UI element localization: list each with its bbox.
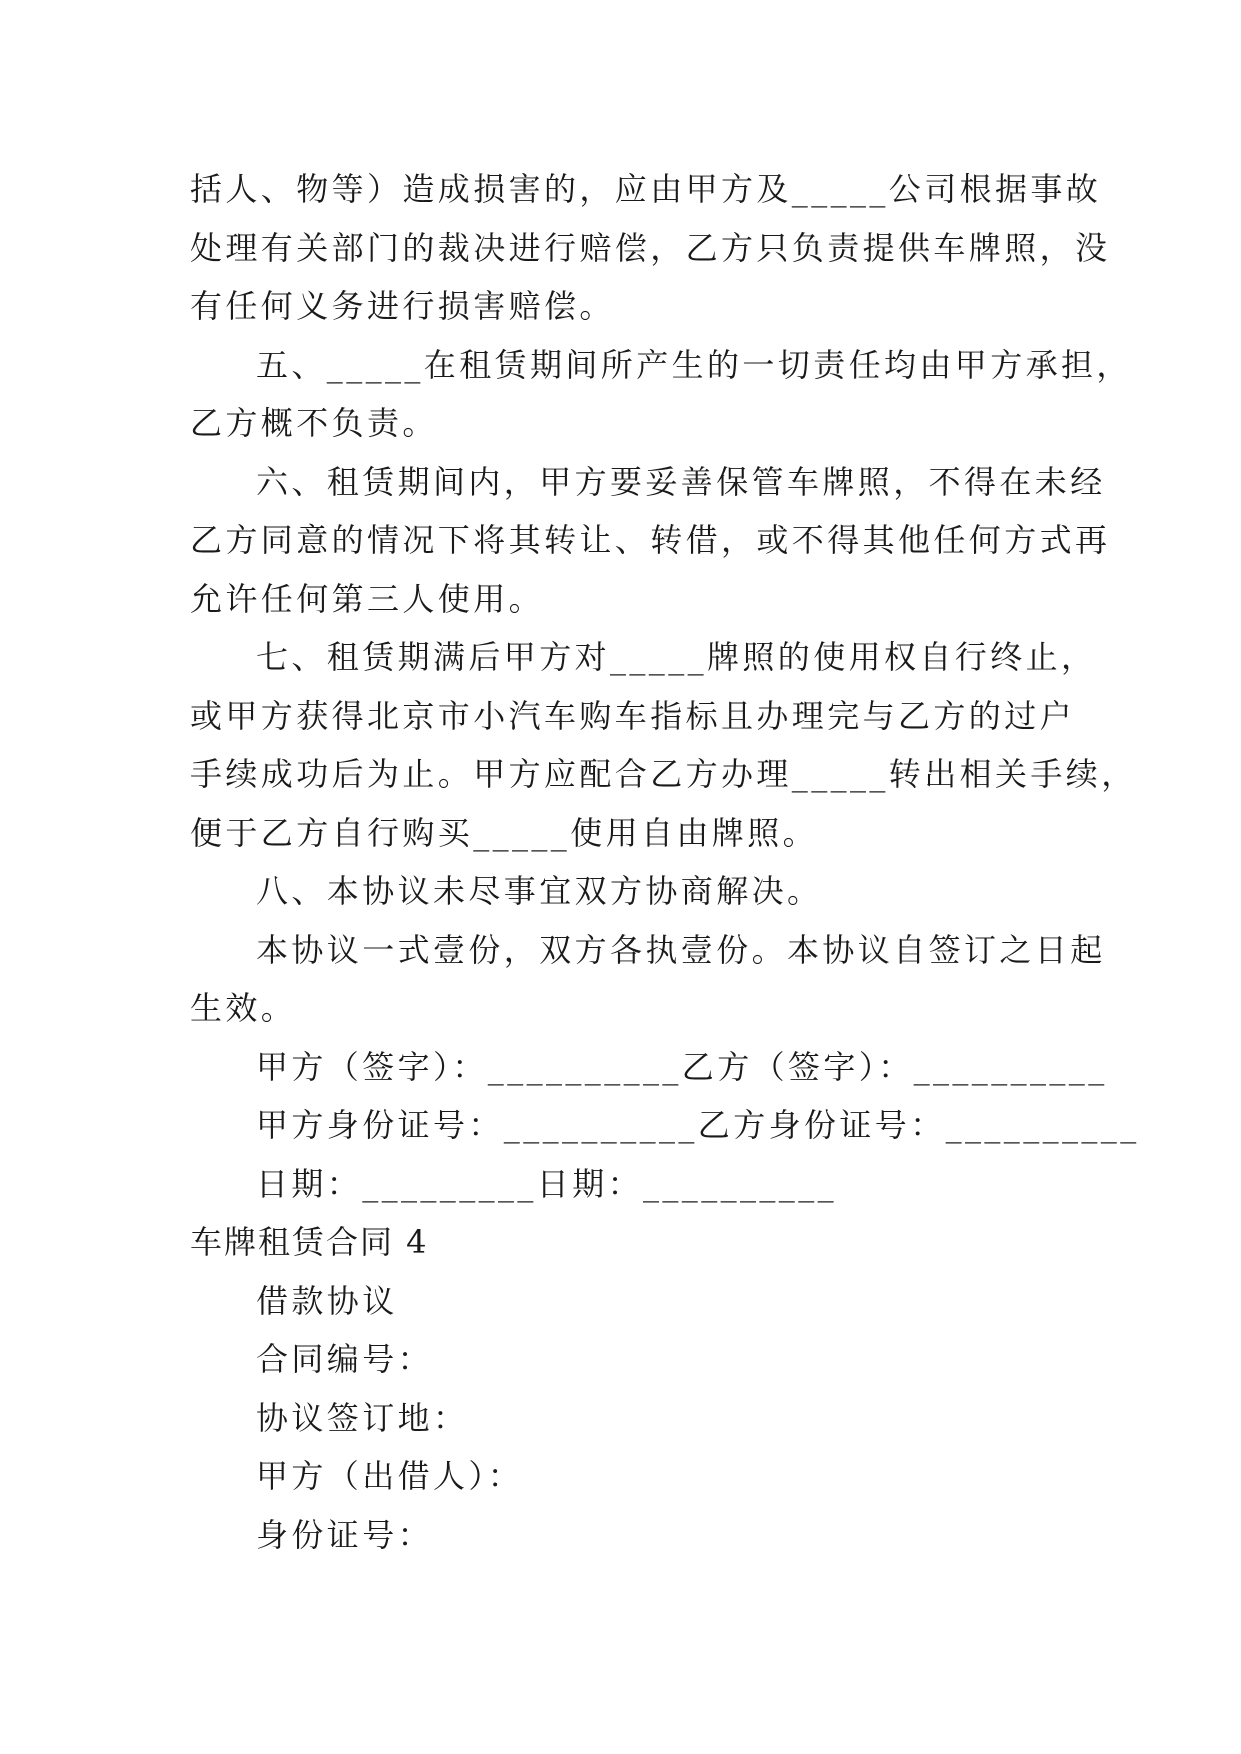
clause-eight: 八、本协议未尽事宜双方协商解决。: [256, 872, 823, 910]
text-line: 乙方同意的情况下将其转让、转借，或不得其他任何方式再: [190, 521, 1111, 559]
text-line: 括人、物等）造成损害的，应由甲方及_____公司根据事故: [190, 170, 1102, 208]
contract-number-field: 合同编号：: [256, 1340, 434, 1378]
text-line: 有任何义务进行损害赔偿。: [190, 287, 615, 325]
document-body: [190, 160, 1140, 1564]
id-number-line: 甲方身份证号：__________乙方身份证号：__________: [256, 1106, 1140, 1144]
lender-field: 甲方（出借人）：: [256, 1457, 524, 1495]
id-number-field: 身份证号：: [256, 1515, 434, 1554]
section-heading: 车牌租赁合同 4: [190, 1223, 429, 1261]
text-line: 允许任何第三人使用。: [190, 579, 545, 618]
text-line: 便于乙方自行购买_____使用自由牌照。: [190, 813, 819, 852]
text-line: 生效。: [190, 989, 297, 1027]
text-line: 乙方概不负责。: [190, 404, 438, 442]
date-line: 日期：_________日期：__________: [256, 1164, 838, 1203]
copies-statement: 本协议一式壹份，双方各执壹份。本协议自签订之日起: [256, 930, 1106, 969]
signature-line: 甲方（签字）：__________乙方（签字）：__________: [256, 1047, 1108, 1086]
clause-five: 五、_____在租赁期间所产生的一切责任均由甲方承担，: [256, 345, 1132, 384]
text-line: 手续成功后为止。甲方应配合乙方办理_____转出相关手续，: [190, 755, 1137, 793]
signing-place-field: 协议签订地：: [256, 1398, 469, 1437]
text-line: 或甲方获得北京市小汽车购车指标且办理完与乙方的过户: [190, 696, 1076, 735]
clause-seven: 七、租赁期满后甲方对_____牌照的使用权自行终止，: [256, 638, 1097, 676]
text-line: 处理有关部门的裁决进行赔偿，乙方只负责提供车牌照，没: [190, 228, 1111, 267]
clause-six: 六、租赁期间内，甲方要妥善保管车牌照，不得在未经: [256, 462, 1106, 501]
agreement-title: 借款协议: [256, 1281, 398, 1320]
